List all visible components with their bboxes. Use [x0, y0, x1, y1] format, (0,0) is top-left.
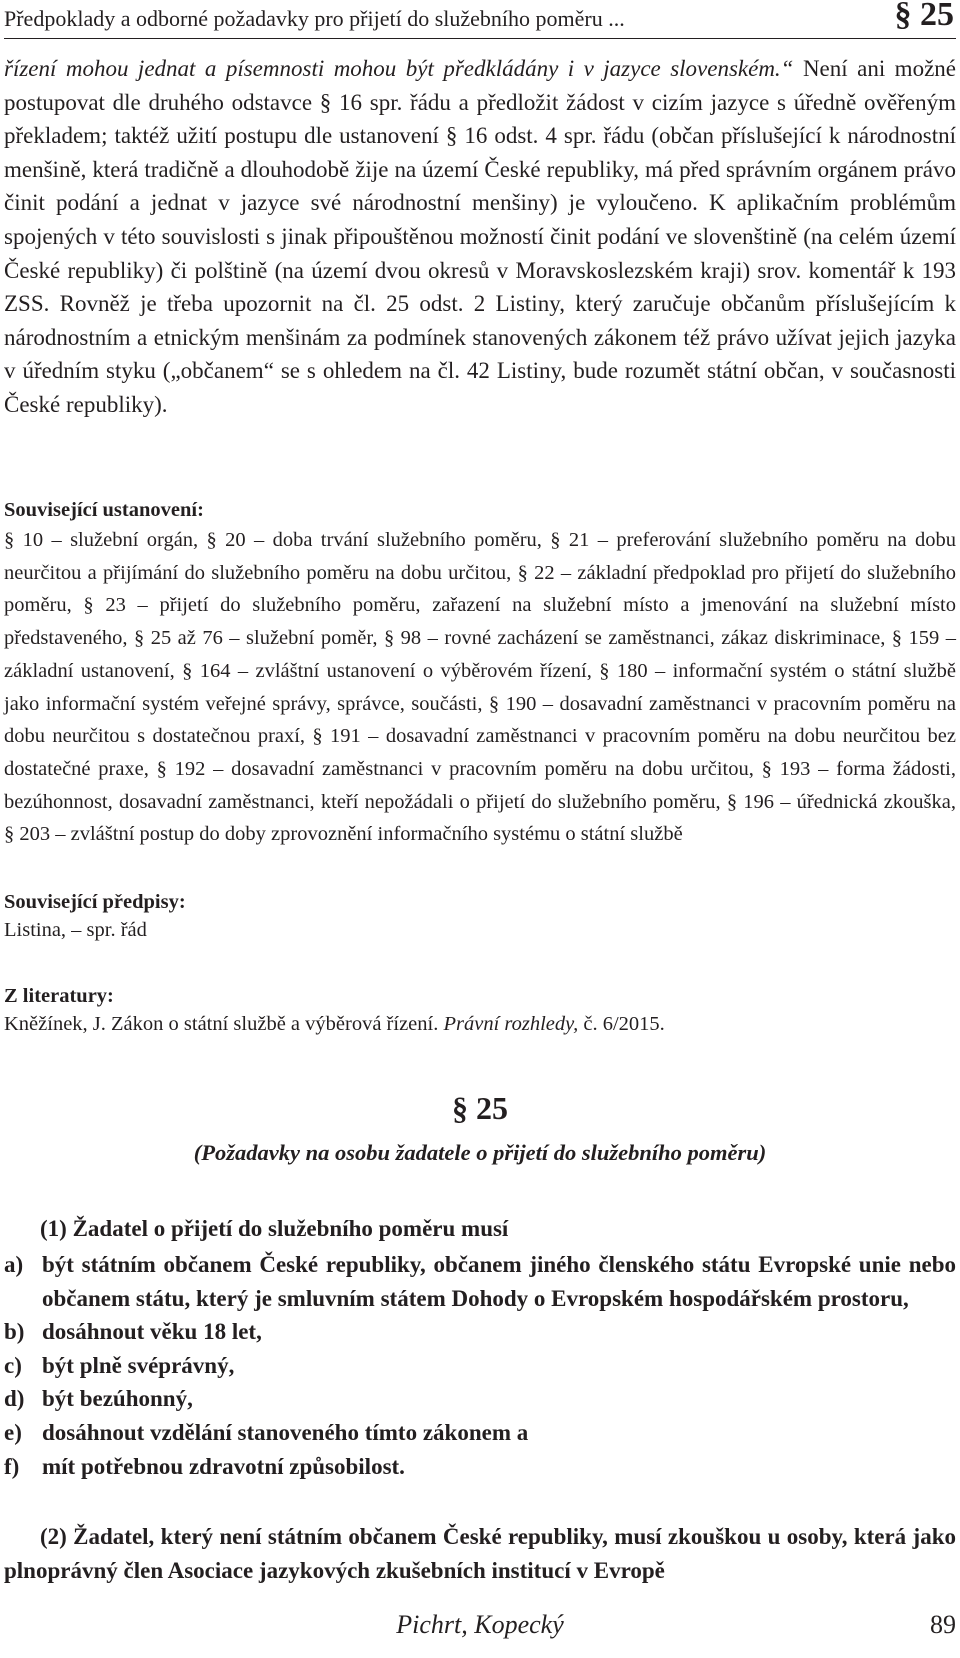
list-item-mark: f) [4, 1453, 20, 1479]
related-provisions-heading: Související ustanovení: [4, 499, 204, 521]
literature-author-title: Kněžínek, J. Zákon o státní službě a výběrová řízení. [4, 1013, 444, 1035]
literature-journal: Právní rozhledy, [443, 1013, 579, 1035]
related-regulations-text: Listina, – spr. řád [4, 919, 147, 941]
list-item-mark: e) [4, 1419, 22, 1445]
list-item-text: mít potřebnou zdravotní způsobilost. [42, 1453, 405, 1479]
law-paragraph-1: (1) Žadatel o přijetí do služebního poměru musí [40, 1216, 509, 1241]
literature [4, 982, 956, 1038]
list-item-text: dosáhnout věku 18 let, [42, 1319, 262, 1345]
list-item [4, 1450, 956, 1484]
section-title: (Požadavky na osobu žadatele o přijetí do služebního poměru) [193, 1140, 767, 1165]
list-item-mark: a) [4, 1252, 24, 1277]
running-header-title: Předpoklady a odborné požadavky pro přijetí do služebního poměru ... [4, 6, 625, 31]
literature-heading: Z literatury: [4, 985, 114, 1007]
list-item [4, 1248, 956, 1315]
list-item-text: být bezúhonný, [42, 1386, 193, 1412]
list-item-text: být plně svéprávný, [42, 1352, 235, 1378]
running-header-section: § 25 [894, 0, 954, 33]
list-item-mark: b) [4, 1319, 25, 1345]
list-item-mark: c) [4, 1352, 22, 1378]
related-provisions [4, 496, 956, 851]
list-item [4, 1416, 956, 1450]
law-paragraph-2: (2) Žadatel, který není státním občanem České republiky, musí zkouškou u osoby, která jako plnoprávný člen Asociace jazykových zkušebních institucí v Evropě [4, 1524, 956, 1583]
list-item [4, 1382, 956, 1416]
list-item-mark: d) [4, 1386, 25, 1412]
commentary-italic-lead: řízení mohou jednat a písemnosti mohou být předkládány i v jazyce slovenském.“ [4, 56, 794, 81]
commentary-paragraph [4, 52, 956, 422]
section-number: § 25 [452, 1090, 508, 1126]
page-number: 89 [930, 1610, 956, 1639]
commentary-text: Není ani možné postupovat dle druhého odstavce § 16 spr. řádu a předložit žádost v cizím jazyce s úředně ověřeným překladem; taktéž užití postupu dle ustanovení § 16 odst. 4 spr. řádu (občan příslušející k národnostní menšině, která tradičně a dlouhodobě žije na území České republiky, má před správním orgánem právo činit podání a jednat v jazyce své národnostní menšiny) je vyloučeno. K aplikačním problémům spojených v této souvislosti s jinak připouštěnou možností činit podání ve slovenštině (na celém území České republiky) či polštině (na území dvou okresů v Moravskoslezském kraji) srov. komentář k 193 ZSS. Rovněž je třeba upozornit na čl. 25 odst. 2 Listiny, který zaručuje občanům příslušejícím k národnostním a etnickým menšinám za podmínek stanovených zákonem též právo užívat jejich jazyka v úředním styku („občanem“ se s ohledem na čl. 42 Listiny, bude rozumět státní občan, v současnosti České republiky). [4, 56, 956, 417]
footer-authors: Pichrt, Kopecký [396, 1610, 564, 1639]
running-header [4, 2, 956, 39]
list-item-text: dosáhnout vzdělání stanoveného tímto zákonem a [42, 1419, 529, 1445]
related-provisions-text: § 10 – služební orgán, § 20 – doba trvání služebního poměru, § 21 – preferování služebního poměru na dobu neurčitou a přijímání do služebního poměru na dobu určitou, § 22 – základní předpoklad pro přijetí do služebního poměru, § 23 – přijetí do služebního poměru, zařazení na služební místo a jmenování na služební místo představeného, § 25 až 76 – služební poměr, § 98 – rovné zacházení se zaměstnanci, zákaz diskriminace, § 159 – základní ustanovení, § 164 – zvláštní ustanovení o výběrovém řízení, § 180 – informační systém o státní službě jako informační systém veřejné správy, správce, součásti, § 190 – dosavadní zaměstnanci v pracovním poměru na dobu neurčitou s dostatečnou praxí, § 191 – dosavadní zaměstnanci v pracovním poměru na dobu neurčitou bez dostatečné praxe, § 192 – dosavadní zaměstnanci v pracovním poměru na dobu určitou, § 193 – forma žádosti, bezúhonnost, dosavadní zaměstnanci, kteří nepožádali o přijetí do služebního poměru, § 196 – úřednická zkouška, § 203 – zvláštní postup do doby zprovoznění informačního systému o státní službě [4, 529, 956, 846]
related-regulations-heading: Související předpisy: [4, 891, 186, 913]
literature-issue: č. 6/2015. [578, 1013, 665, 1035]
law-items-list [4, 1248, 956, 1483]
list-item [4, 1349, 956, 1383]
related-regulations [4, 888, 956, 944]
list-item [4, 1315, 956, 1349]
list-item-text: být státním občanem České republiky, občanem jiného členského státu Evropské unie nebo občanem státu, který je smluvním státem Dohody o Evropském hospodářském prostoru, [42, 1252, 956, 1311]
literature-entry [4, 1010, 956, 1038]
